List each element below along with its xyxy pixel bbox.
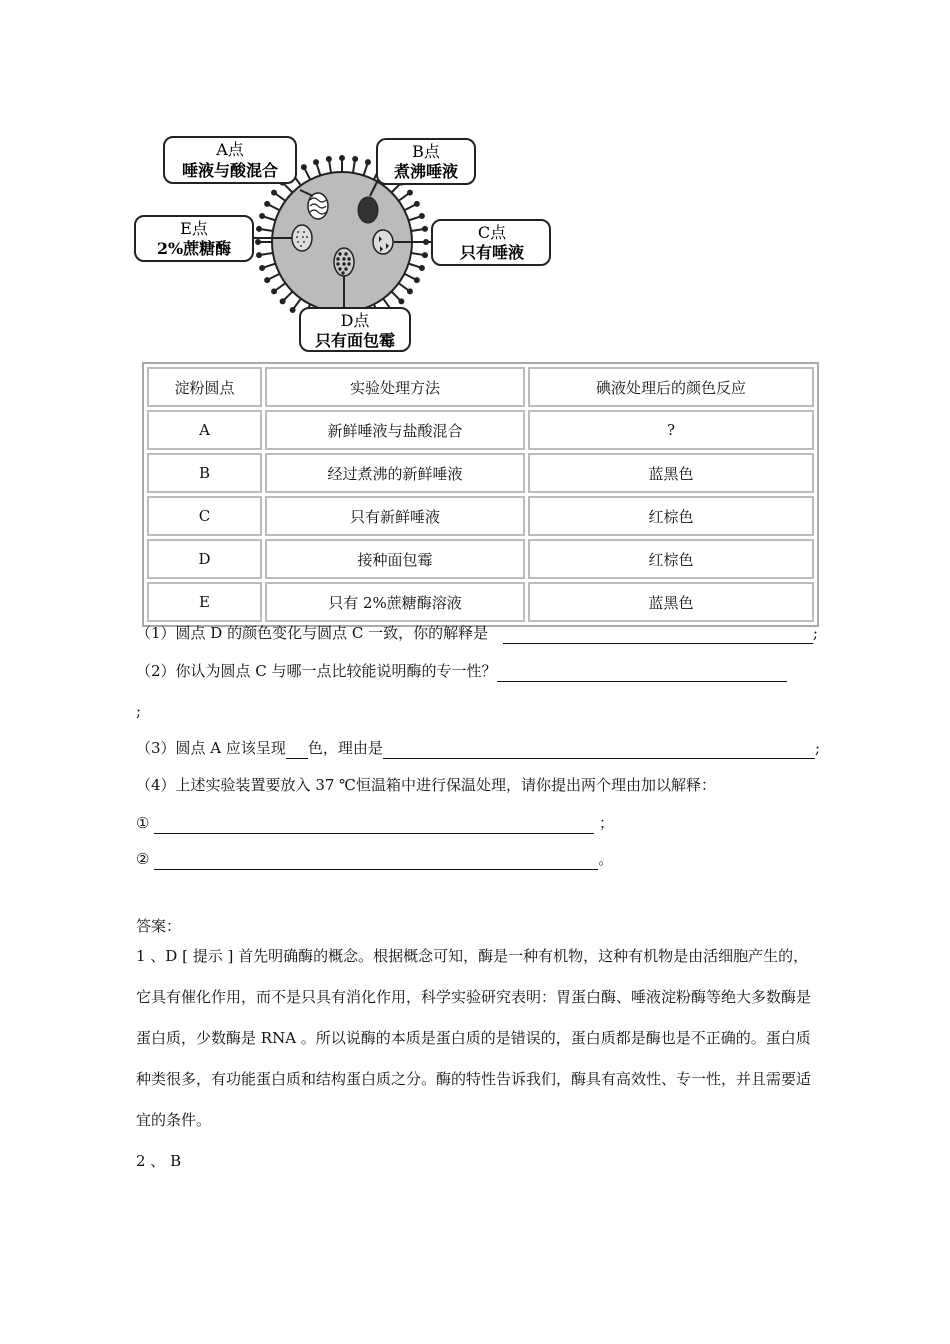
label-d-text: 只有面包霉 [314, 331, 396, 350]
question-3 [136, 737, 820, 759]
header-result: 碘液处理后的颜色反应 [528, 367, 814, 407]
label-c-title: C点 [477, 223, 507, 242]
label-b-text: 煮沸唾液 [393, 162, 459, 181]
cell-point: D [147, 539, 262, 579]
cell-point: B [147, 453, 262, 493]
label-c-text: 只有唾液 [459, 243, 525, 262]
table-row [147, 496, 814, 536]
label-e-text: 2%蔗糖酶 [156, 239, 232, 258]
question-4-2 [136, 848, 613, 870]
question-1-text: （1）圆点 D 的颜色变化与圆点 C 一致，你的解释是 [136, 624, 489, 642]
spot-b [358, 197, 378, 223]
cell-result: ? [528, 410, 814, 450]
cell-point: A [147, 410, 262, 450]
spot-e [292, 225, 312, 251]
cell-point: E [147, 582, 262, 622]
answer-blank-1[interactable] [503, 627, 813, 644]
question-2-end: ; [136, 702, 142, 720]
cell-result: 蓝黑色 [528, 582, 814, 622]
label-b-title: B点 [412, 142, 440, 161]
experiment-table [142, 362, 819, 627]
question-1 [136, 622, 818, 644]
header-method: 实验处理方法 [265, 367, 525, 407]
answer-blank-2[interactable] [497, 665, 787, 682]
table-row [147, 539, 814, 579]
answer-blank-3-color[interactable] [286, 742, 308, 759]
table-row [147, 410, 814, 450]
question-4-2-end: 。 [598, 850, 614, 868]
header-point: 淀粉圆点 [147, 367, 262, 407]
answer-1: 1 、D [ 提示 ] 首先明确酶的概念。根据概念可知，酶是一种有机物，这种有机物是由活细胞产生的，它具有催化作用，而不是只具有消化作用，科学实验研究表明：胃蛋白酶、唾液淀粉酶等绝大多数酶是蛋白质，少数酶是 RNA 。所以说酶的本质是蛋白质的是错误的，蛋白质都是酶也是不正确的。蛋白质种类很多，有功能蛋白质和结构蛋白质之分。酶的特性告诉我们，酶具有高效性、专一性，并且需要适宜的条件。 [136, 947, 812, 1129]
question-3-text-a: （3）圆点 A 应该呈现 [136, 739, 286, 757]
cell-point: C [147, 496, 262, 536]
question-1-end: ; [812, 624, 818, 642]
label-d-title: D点 [340, 311, 370, 330]
question-3-text-b: 色，理由是 [307, 739, 383, 757]
cell-method: 只有 2%蔗糖酶溶液 [265, 582, 525, 622]
starch-plate-diagram [130, 130, 555, 355]
answer-blank-3-reason[interactable] [383, 742, 815, 759]
cell-method: 只有新鲜唾液 [265, 496, 525, 536]
cell-method: 经过煮沸的新鲜唾液 [265, 453, 525, 493]
answer-2: 2 、 B [136, 1152, 182, 1170]
label-a-text: 唾液与酸混合 [181, 161, 279, 180]
answer-blank-4-1[interactable] [154, 817, 594, 834]
table-row [147, 582, 814, 622]
label-e-title: E点 [180, 219, 208, 238]
table-row [147, 453, 814, 493]
label-a-title: A点 [216, 140, 244, 159]
cell-result: 蓝黑色 [528, 453, 814, 493]
answer-blank-4-2[interactable] [154, 853, 598, 870]
question-4: （4）上述实验装置要放入 37 ℃恒温箱中进行保温处理，请你提出两个理由加以解释： [136, 776, 716, 794]
table-header-row [147, 367, 814, 407]
question-4-1-marker: ① [136, 814, 150, 832]
question-4-1-end: ； [599, 814, 615, 832]
cell-method: 新鲜唾液与盐酸混合 [265, 410, 525, 450]
question-2 [136, 660, 787, 682]
cell-result: 红棕色 [528, 496, 814, 536]
cell-result: 红棕色 [528, 539, 814, 579]
question-4-1 [136, 812, 614, 834]
question-3-end: ; [814, 739, 820, 757]
spot-c [373, 230, 393, 254]
question-2-text: （2）你认为圆点 C 与哪一点比较能说明酶的专一性？ [136, 662, 497, 680]
cell-method: 接种面包霉 [265, 539, 525, 579]
answers-heading: 答案： [136, 917, 182, 935]
question-4-2-marker: ② [136, 850, 150, 868]
